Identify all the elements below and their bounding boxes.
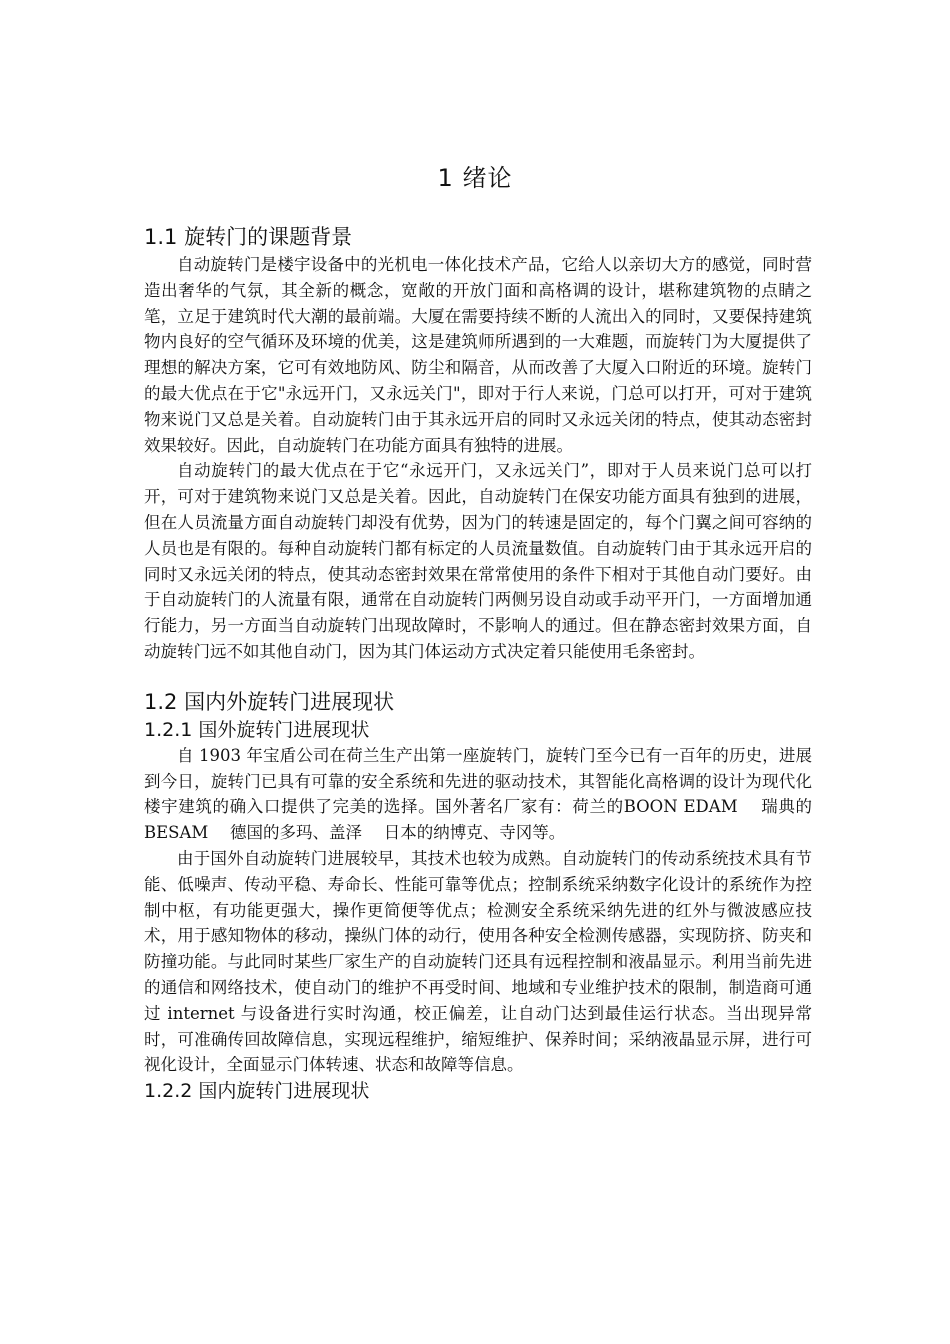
chapter-title: 1 绪论 xyxy=(437,164,513,192)
paragraph: 自动旋转门的最大优点在于它“永远开门，又永远关门”，即对于人员来说门总可以打开，可对于建筑物来说门又总是关着。因此，自动旋转门在保安功能方面具有独到的进展，但在人员流量方面自动旋转门却没有优势，因为门的转速是固定的，每个门翼之间可容纳的人员也是有限的。每种自动旋转门都有标定的人员流量数值。自动旋转门由于其永远开启的同时又永远关闭的特点，使其动态密封效果在常常使用的条件下相对于其他自动门要好。由于自动旋转门的人流量有限，通常在自动旋转门两侧另设自动或手动平开门，一方面增加通行能力，另一方面当自动旋转门出现故障时，不影响人的通过。但在静态密封效果方面，自动旋转门远不如其他自动门，因为其门体运动方式决定着只能使用毛条密封。 xyxy=(144,461,812,661)
subsection-heading-1-2-1: 1.2.1 国外旋转门进展现状 xyxy=(144,718,370,741)
subsection-heading-1-2-2: 1.2.2 国内旋转门进展现状 xyxy=(144,1080,370,1103)
document-body xyxy=(144,222,812,1104)
section-heading-1-1: 1.1 旋转门的课题背景 xyxy=(144,225,353,249)
paragraph: 由于国外自动旋转门进展较早，其技术也较为成熟。自动旋转门的传动系统技术具有节能、低噪声、传动平稳、寿命长、性能可靠等优点；控制系统采纳数字化设计的系统作为控制中枢，有功能更强大，操作更简便等优点；检测安全系统采纳先进的红外与微波感应技术，用于感知物体的移动，操纵门体的动行，使用各种安全检测传感器，实现防挤、防夹和防撞功能。与此同时某些厂家生产的自动旋转门还具有远程控制和液晶显示。利用当前先进的通信和网络技术，使自动门的维护不再受时间、地域和专业维护技术的限制，制造商可通过 internet 与设备进行实时沟通，校正偏差，让自动门达到最佳运行状态。当出现异常时，可准确传回故障信息，实现远程维护，缩短维护、保养时间；采纳液晶显示屏，进行可视化设计，全面显示门体转速、状态和故障等信息。 xyxy=(144,848,812,1075)
paragraph: 自 1903 年宝盾公司在荷兰生产出第一座旋转门，旋转门至今已有一百年的历史，进展到今日，旋转门已具有可靠的安全系统和先进的驱动技术，其智能化高格调的设计为现代化楼宇建筑的确入口提供了完美的选择。国外著名厂家有：荷兰的BOON EDAM 瑞典的BESAM 德国的多玛、盖泽 日本的纳博克、寺冈等。 xyxy=(144,745,812,843)
section-spacer xyxy=(144,665,812,687)
paragraph: 自动旋转门是楼宇设备中的光机电一体化技术产品，它给人以亲切大方的感觉，同时营造出奢华的气氛，其全新的概念，宽敞的开放门面和高格调的设计，堪称建筑物的点睛之笔，立足于建筑时代大潮的最前端。大厦在需要持续不断的人流出入的同时，又要保持建筑物内良好的空气循环及环境的优美，这是建筑师所遇到的一大难题，而旋转门为大厦提供了理想的解决方案，它可有效地防风、防尘和隔音，从而改善了大厦入口附近的环境。旋转门的最大优点在于它"永远开门，又永远关门"，即对于行人来说，门总可以打开，可对于建筑物来说门又总是关着。自动旋转门由于其永远开启的同时又永远关闭的特点，使其动态密封效果较好。因此，自动旋转门在功能方面具有独特的进展。 xyxy=(144,255,812,455)
section-heading-1-2: 1.2 国内外旋转门进展现状 xyxy=(144,689,395,714)
